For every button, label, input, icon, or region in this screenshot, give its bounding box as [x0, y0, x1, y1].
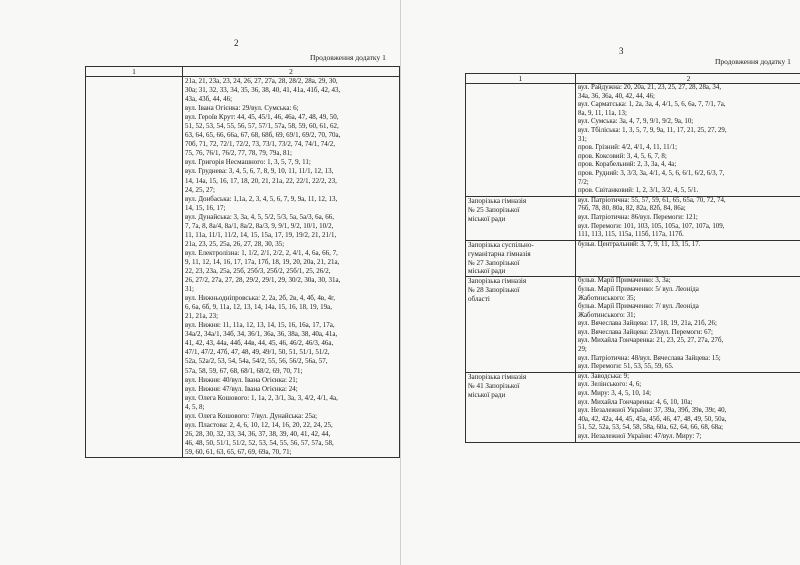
address-line: 43а, 43б, 44, 46; — [185, 95, 233, 104]
address-line: вул. Зелінського: 4, 6; — [578, 381, 642, 389]
table-row — [86, 77, 400, 458]
address-line: вул. Електролізна: 1, 1/2, 2/1, 2/2, 2, 4/1, 4, 6а, 66, 7, — [185, 248, 338, 257]
address-line: вул. Героїв Крут: 44, 45, 45/1, 46, 46а, 47, 48, 49, 50, — [185, 113, 339, 122]
address-line: 26, 28, 30, 32, 33, 34, 36, 37, 38, 39, 40, 41, 42, 44, — [185, 429, 331, 438]
school-name-line: № 28 Запорізької — [468, 286, 520, 295]
address-line: пров. Грізний: 4/2, 4/1, 4, 11, 11/1; — [578, 144, 677, 152]
school-name-line: Запорізька гімназія — [468, 372, 527, 381]
address-line: вул. Перемоги: 51, 53, 55, 59, 65. — [578, 363, 674, 371]
address-line: пров. Світанковий: 1, 2, 3/1, 3/2, 4, 5, 5/1. — [578, 187, 699, 195]
address-line: 21, 21а, 23; — [185, 312, 219, 321]
address-line: 29; — [578, 346, 587, 354]
address-line: вул. Патріотична: 86/вул. Перемоги: 121; — [578, 213, 698, 221]
address-line: вул. Вячеслава Зайцева: 23/вул. Перемоги: 67; — [578, 328, 713, 336]
continuation-note: Продовження додатку 1 — [715, 57, 791, 66]
address-line: вул. Груднева: 3, 4, 5, 6, 7, 8, 9, 10, 11, 11/1, 12, 13, — [185, 167, 334, 176]
school-name-line: Запорізька суспільно- — [468, 240, 534, 249]
address-line: 34а, 36, 36а, 40, 42, 44, 46; — [578, 92, 655, 100]
address-line: вул. Перемоги: 101, 103, 105, 105а, 107, 107а, 109, — [578, 222, 725, 230]
address-line: вул. Незалежної України: 37, 39а, 39б, 39в, 39г, 40, — [578, 407, 727, 415]
table-row — [466, 240, 800, 277]
address-cell — [576, 372, 800, 442]
address-line: вул. Нижньодніпровська: 2, 2а, 2б, 2в, 4, 4б, 4в, 4г, — [185, 294, 335, 303]
address-line: 7/2; — [578, 178, 589, 186]
address-line: 21а, 23, 25, 25а, 26, 27, 28, 30, 35; — [185, 239, 285, 248]
school-name-line: № 27 Запорізької — [468, 258, 520, 267]
table-row — [466, 372, 800, 442]
document-page-3 — [400, 0, 800, 565]
school-name-line: Запорізька гімназія — [468, 196, 527, 205]
school-cell — [466, 240, 576, 277]
address-line: 31; — [185, 285, 194, 294]
address-line: 34а/2, 34а/1, 34б, 34, 36/1, 36а, 36, 38а, 38, 40а, 41а, — [185, 330, 338, 339]
address-line: 52а, 52а/2, 53, 54, 54а, 54/2, 55, 56, 56/2, 56а, 57, — [185, 357, 328, 366]
school-cell — [466, 372, 576, 442]
address-line: вул. Михайла Гончаренка: 21, 23, 25, 27, 27а, 27б, — [578, 337, 724, 345]
address-line: вул. Патріотична: 55, 57, 59, 61, 65, 65а, 70, 72, 74, — [578, 196, 726, 204]
address-line: вул. Донбаська: 1,1а, 2, 3, 4, 5, 6, 7, 9, 9а, 11, 12, 13, — [185, 194, 338, 203]
address-line: 70б, 71, 72, 72/1, 72/2, 73, 73/1, 73/2, 74, 74/1, 74/2, — [185, 140, 335, 149]
address-line: 24, 25, 27; — [185, 185, 215, 194]
address-line: 47/1, 47/2, 47б, 47, 48, 49, 49/1, 50, 51, 51/1, 51/2, — [185, 348, 330, 357]
address-line: вул. Райдужна: 20, 20а, 21, 23, 25, 27, 28, 28а, 34, — [578, 84, 722, 91]
address-line: вул. Нижня: 11, 11а, 12, 13, 14, 15, 16, 16а, 17, 17а, — [185, 321, 335, 330]
school-name-line: № 25 Запорізької — [468, 205, 520, 214]
address-line: 63, 64, 65, 66, 66а, 67, 68, 68б, 69, 69/1, 69/2, 70, 70а, — [185, 131, 341, 140]
address-line: 22, 23, 23а, 25а, 25б, 25б/3, 25б/2, 25б/1, 25, 26/2, — [185, 266, 331, 275]
address-line: 7, 7а, 8, 8а/4, 8а/1, 8а/2, 8а/3, 9, 9/1, 9/2, 10/1, 10/2, — [185, 221, 334, 230]
school-name-line: гуманітарна гімназія — [468, 249, 531, 258]
table-row — [466, 277, 800, 373]
address-cell — [576, 196, 800, 240]
address-line: вул. Пластова: 2, 4, 6, 10, 12, 14, 16, 20, 22, 24, 25, — [185, 420, 333, 429]
column-header-1: 1 — [86, 67, 183, 77]
address-line: 8а, 9, 11, 11а, 13; — [578, 109, 627, 117]
address-line: вул. Івана Огієнка: 29/вул. Сумська: 6; — [185, 104, 299, 113]
address-line: 59, 60, 61, 63, 65, 67, 69, 69а, 70, 71; — [185, 447, 292, 456]
school-name-line: міської ради — [468, 214, 506, 223]
address-line: 14, 14а, 15, 16, 17, 18, 20, 21, 21а, 22, 22/1, 22/2, 23, — [185, 176, 337, 185]
school-name-line: міської ради — [468, 267, 506, 276]
address-line: 41, 42, 43, 44а, 44б, 44в, 44, 45, 46, 46/2, 46/3, 46а, — [185, 339, 334, 348]
address-line: пров. Коксовий: 3, 4, 5, 6, 7, 8; — [578, 152, 667, 160]
address-line: вул. Тбіліська: 1, 3, 5, 7, 9, 9а, 11, 17, 21, 25, 27, 29, — [578, 126, 727, 134]
address-line: 4, 5, 8; — [185, 402, 205, 411]
address-line: 40а, 42, 42а, 44, 45, 45а, 45б, 46, 47, 48, 49, 50, 50а, — [578, 415, 727, 423]
column-header-2: 2 — [576, 74, 800, 84]
address-line: вул. Нижня: 40/вул. Івана Огієнка: 21; — [185, 375, 298, 384]
page-number: 3 — [619, 46, 624, 56]
table-header-row — [86, 67, 400, 77]
address-line: Жаботинського: 31; — [578, 311, 636, 319]
address-line: вул. Сарматська: 1, 2а, 3а, 4, 4/1, 5, 6, 6а, 7, 7/1, 7а, — [578, 101, 726, 109]
table-row — [466, 84, 800, 197]
school-name-line: Запорізька гімназія — [468, 277, 527, 286]
address-line: 14, 15, 16, 17; — [185, 203, 226, 212]
address-line: 57а, 58, 59, 67, 68, 68/1, 68/2, 69, 70, 71; — [185, 366, 303, 375]
page-number: 2 — [234, 38, 239, 48]
address-line: 31; — [578, 135, 587, 143]
address-line: 46, 48, 50, 51/1, 51/2, 52, 53, 54, 55, 56, 57, 57а, 58, — [185, 438, 334, 447]
address-line: 6, 6а, 6б, 9, 11а, 12, 13, 14, 14а, 15, 16, 18, 19, 19а, — [185, 303, 332, 312]
address-cell — [183, 77, 400, 458]
column-header-1: 1 — [466, 74, 576, 84]
address-line: вул. Дунайська: 3, 3а, 4, 5, 5/2, 5/3, 5а, 5а/3, 6а, 66, — [185, 212, 335, 221]
address-cell — [576, 277, 800, 373]
address-line: вул. Патріотична: 48/вул. Вячеслава Зайцева: 15; — [578, 354, 721, 362]
address-line: вул. Олега Кошового: 1, 1а, 2, 3/1, 3а, 3, 4/2, 4/1, 4а, — [185, 393, 338, 402]
address-line: пров. Рудний: 3, 3/3, 3а, 4/1, 4, 5, 6, 6/1, 6/2, 6/3, 7, — [578, 169, 725, 177]
address-line: 11, 11а, 11/1, 11/2, 14, 15, 15а, 17, 19, 19/2, 21, 21/1, — [185, 230, 337, 239]
address-line: вул. Вячеслава Зайцева: 17, 18, 19, 21а, 21б, 26; — [578, 320, 717, 328]
address-line: 111, 113, 115, 115а, 115б, 117а, 117б. — [578, 231, 684, 239]
address-line: вул. Нижня: 47/вул. Івана Огієнка: 24; — [185, 384, 298, 393]
address-line: пров. Корабельний: 2, 3, 3а, 4, 4а; — [578, 161, 677, 169]
address-line: бульв. Марії Примаченко: 5/ вул. Леоніда — [578, 285, 699, 293]
address-line: 21а, 21, 23а, 23, 24, 26, 27, 27а, 28, 28/2, 28а, 29, 30, — [185, 77, 338, 85]
address-line: 51, 52, 53, 54, 55, 56, 57, 57/1, 57а, 58, 59, 60, 61, 62, — [185, 122, 339, 131]
address-line: Жаботинського: 35; — [578, 294, 636, 302]
address-line: вул. Григорія Несмашного: 1, 3, 5, 7, 9, 11; — [185, 158, 311, 167]
school-cell — [466, 277, 576, 373]
address-line: вул. Олега Кошового: 7/вул. Дунайська: 25а; — [185, 411, 318, 420]
school-cell — [466, 196, 576, 240]
school-name-line: № 41 Запорізької — [468, 381, 520, 390]
address-line: 26, 27/2, 27а, 27, 28, 29/2, 29/1, 29, 30/2, 30а, 30, 31а, — [185, 276, 341, 285]
table-row — [466, 196, 800, 240]
address-line: бульв. Марії Примаченко: 7/ вул. Леоніда — [578, 303, 699, 311]
school-cell — [466, 84, 576, 197]
column-header-2: 2 — [183, 67, 400, 77]
addresses-table — [85, 66, 400, 458]
school-name-line: області — [468, 295, 490, 304]
address-line: 51, 52, 52а, 53, 54, 58, 58а, 60а, 62, 64, 66, 68, 68а; — [578, 424, 724, 432]
addresses-table — [465, 73, 800, 443]
address-line: вул. Михайла Гончаренка: 4, 6, 10, 10а; — [578, 398, 693, 406]
address-line: 9, 11, 12, 14, 16, 17, 17а, 17б, 18, 19, 20, 20а, 21, 21а, — [185, 257, 340, 266]
address-line: 76б, 78, 80, 80а, 82, 82а, 82б, 84, 86а; — [578, 205, 686, 213]
school-cell — [86, 77, 183, 458]
address-line: бульв. Центральний: 3, 7, 9, 11, 13, 15, 17. — [578, 240, 701, 248]
address-line: вул. Сумська: 3а, 4, 7, 9, 9/1, 9/2, 9а, 10; — [578, 118, 694, 126]
address-line: вул. Миру: 3, 4, 5, 10, 14; — [578, 390, 652, 398]
address-cell — [576, 240, 800, 277]
address-line: 30а; 31, 32, 33, 34, 35, 36, 38, 40, 41, 41а, 41б, 42, 43, — [185, 86, 341, 95]
school-name-line: міської ради — [468, 390, 506, 399]
address-line: бульв. Марії Примаченко: 3, 3а; — [578, 277, 671, 285]
table-header-row — [466, 74, 800, 84]
address-line: вул. Незалежної України: 47/вул. Миру: 7; — [578, 433, 702, 440]
address-cell — [576, 84, 800, 197]
address-line: вул. Заводська: 9; — [578, 372, 630, 380]
address-line: 75, 76, 76/1, 76/2, 77, 78, 79, 79а, 81; — [185, 149, 292, 158]
continuation-note: Продовження додатку 1 — [310, 53, 386, 62]
